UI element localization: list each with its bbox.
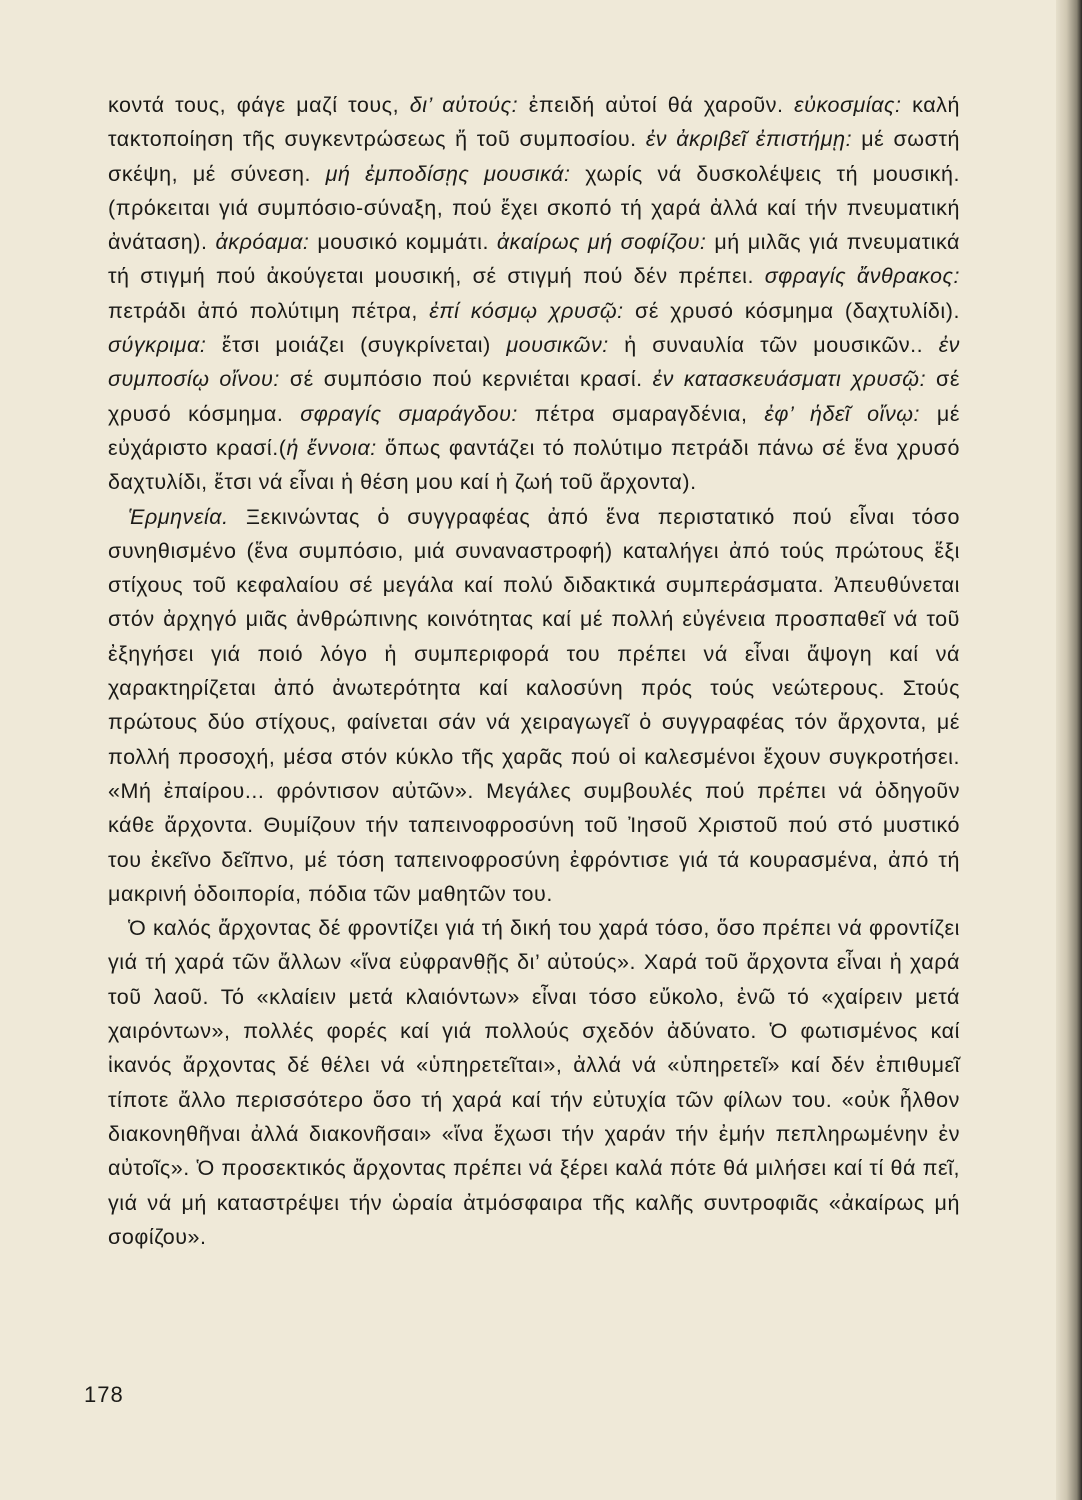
commentary-text: σέ χρυσό κόσμημα (δαχτυλίδι). [623, 298, 960, 323]
interpretation-paragraph [108, 500, 960, 912]
commentary-text: σέ συμπόσιο πού κερνιέται κρασί. [279, 367, 653, 392]
commentary-text: ἡ συναυλία τῶν μουσικῶν.. [608, 333, 939, 358]
interpretation-body: Ξεκινώντας ὁ συγγραφέας ἀπό ἕνα περιστατικό πού εἶναι τόσο συνηθισμένο (ἕνα συμπόσιο, μιά συναναστροφή) καταλήγει ἀπό τούς πρώτους ἕξι στίχους τοῦ κεφαλαίου σέ μεγάλα καί πολύ διδακτικά συμπεράσματα. Ἀπευθύνεται στόν ἀρχηγό μιᾶς ἀνθρώπινης κοινότητας καί μέ πολλή εὐγένεια προσπαθεῖ νά τοῦ ἐξηγήσει γιά ποιό λόγο ἡ συμπεριφορά του πρέπει νά εἶναι ἄψογη καί νά χαρακτηρίζεται ἀπό ἀνωτερότητα καί καλοσύνη πρός τούς νεώτερους. Στούς πρώτους δύο στίχους, φαίνεται σάν νά χειραγωγεῖ ὁ συγγραφέας τόν ἄρχοντα, μέ πολλή προσοχή, μέσα στόν κύκλο τῆς χαρᾶς πού οἱ καλεσμένοι ἔχουν συγκροτήσει. «Μή ἐπαίρου... φρόντισον αὐτῶν». Μεγάλες συμβουλές πού πρέπει νά ὁδηγοῦν κάθε ἄρχοντα. Θυμίζουν τήν ταπεινοφροσύνη τοῦ Ἰησοῦ Χριστοῦ πού στό μυστικό του ἐκεῖνο δεῖπνο, μέ τόση ταπεινοφροσύνη ἐφρόντισε γιά τά κουρασμένα, ἀπό τή μακρινή ὁδοιπορία, πόδια τῶν μαθητῶν του. [108, 504, 960, 906]
lemma-term: σύγκριμα: [108, 333, 207, 358]
commentary-paragraph [108, 88, 960, 500]
commentary-text: μέ εὐχάριστο κρασί.( [108, 401, 960, 460]
book-spine-shadow [1056, 0, 1082, 1500]
commentary-text: ὅπως φαντάζει τό πολύτιμο πετράδι πάνω σέ ἕνα χρυσό δαχτυλίδι, ἔτσι νά εἶναι ἡ θέση μου καί ἡ ζωή τοῦ ἄρχοντα). [108, 435, 960, 495]
lemma-term: σφραγίς σμαράγδου: [300, 401, 518, 426]
closing-paragraph: Ὁ καλός ἄρχοντας δέ φροντίζει γιά τή δική του χαρά τόσο, ὅσο πρέπει νά φροντίζει γιά τή χαρά τῶν ἄλλων «ἵνα εὐφρανθῇς δι’ αὐτούς». Χαρά τοῦ ἄρχοντα εἶναι ἡ χαρά τοῦ λαοῦ. Τό «κλαίειν μετά κλαιόντων» εἶναι τόσο εὔκολο, ἐνῶ τό «χαίρειν μετά χαιρόντων», πολλές φορές καί γιά πολλούς σχεδόν ἀδύνατο. Ὁ φωτισμένος καί ἱκανός ἄρχοντας δέ θέλει νά «ὑπηρετεῖται», ἀλλά νά «ὑπηρετεῖ» καί δέν ἐπιθυμεῖ τίποτε ἄλλο περισσότερο ὅσο τή χαρά καί τήν εὐτυχία τῶν φίλων του. «οὐκ ἦλθον διακονηθῆναι ἀλλά διακονῆσαι» «ἵνα ἔχωσι τήν χαράν τήν ἐμήν πεπληρωμένην ἐν αὐτοῖς». Ὁ προσεκτικός ἄρχοντας πρέπει νά ξέρει καλά πότε θά μιλήσει καί τί θά πεῖ, γιά νά μή καταστρέψει τήν ὡραία ἀτμόσφαιρα τῆς καλῆς συντροφιᾶς «ἀκαίρως μή σοφίζου». [108, 916, 960, 1249]
lemma-term: ἐν κατασκευάσματι χρυσῷ: [652, 367, 927, 392]
lemma-term: ἐπί κόσμῳ χρυσῷ: [429, 298, 624, 323]
lemma-term: σφραγίς ἄνθρακος: [764, 264, 961, 289]
lemma-term: ἐν συμποσίῳ οἴνου: [108, 333, 960, 392]
commentary-text: χωρίς νά δυσκολέψεις τή μουσική. (πρόκειται γιά συμπόσιο-σύναξη, πού ἔχει σκοπό τή χαρά ἀλλά καί τήν πνευματική ἀνάταση). [108, 161, 960, 255]
page-text [108, 88, 960, 1254]
commentary-text: πέτρα σμαραγδένια, [517, 401, 765, 426]
commentary-text: μουσικό κομμάτι. [309, 230, 497, 255]
commentary-text: κοντά τους, φάγε μαζί τους, [108, 93, 410, 117]
commentary-text: πετράδι ἀπό πολύτιμη πέτρα, [108, 298, 430, 323]
lemma-term: ἀκρόαμα: [215, 230, 310, 255]
lemma-term: δι’ αὐτούς: [409, 93, 519, 117]
commentary-text: σέ χρυσό κόσμημα. [108, 367, 960, 426]
lemma-term: μή ἐμποδίσῃς μουσικά: [325, 161, 571, 186]
lemma-term: ἡ ἔννοια: [286, 435, 377, 460]
commentary-text: ἔτσι μοιάζει (συγκρίνεται) [206, 333, 507, 358]
commentary-text: ἐπειδή αὐτοί θά χαροῦν. [518, 93, 795, 117]
interpretation-heading: Ἑρμηνεία. [128, 504, 229, 529]
commentary-text: καλή τακτοποίηση τῆς συγκεντρώσεως ἤ τοῦ συμποσίου. [108, 93, 960, 152]
commentary-text: μέ σωστή σκέψη, μέ σύνεση. [108, 127, 960, 186]
lemma-term: ἐν ἀκριβεῖ ἐπιστήμῃ: [645, 127, 853, 152]
commentary-text: μή μιλᾶς γιά πνευματικά τή στιγμή πού ἀκούγεται μουσική, σέ στιγμή πού δέν πρέπει. [108, 230, 961, 289]
lemma-term: μουσικῶν: [506, 333, 609, 358]
lemma-term: ἀκαίρως μή σοφίζου: [496, 230, 707, 255]
lemma-term: εὐκοσμίας: [794, 93, 902, 117]
lemma-term: ἐφ’ ἡδεῖ οἴνῳ: [764, 401, 921, 426]
page-number: 178 [84, 1382, 124, 1407]
